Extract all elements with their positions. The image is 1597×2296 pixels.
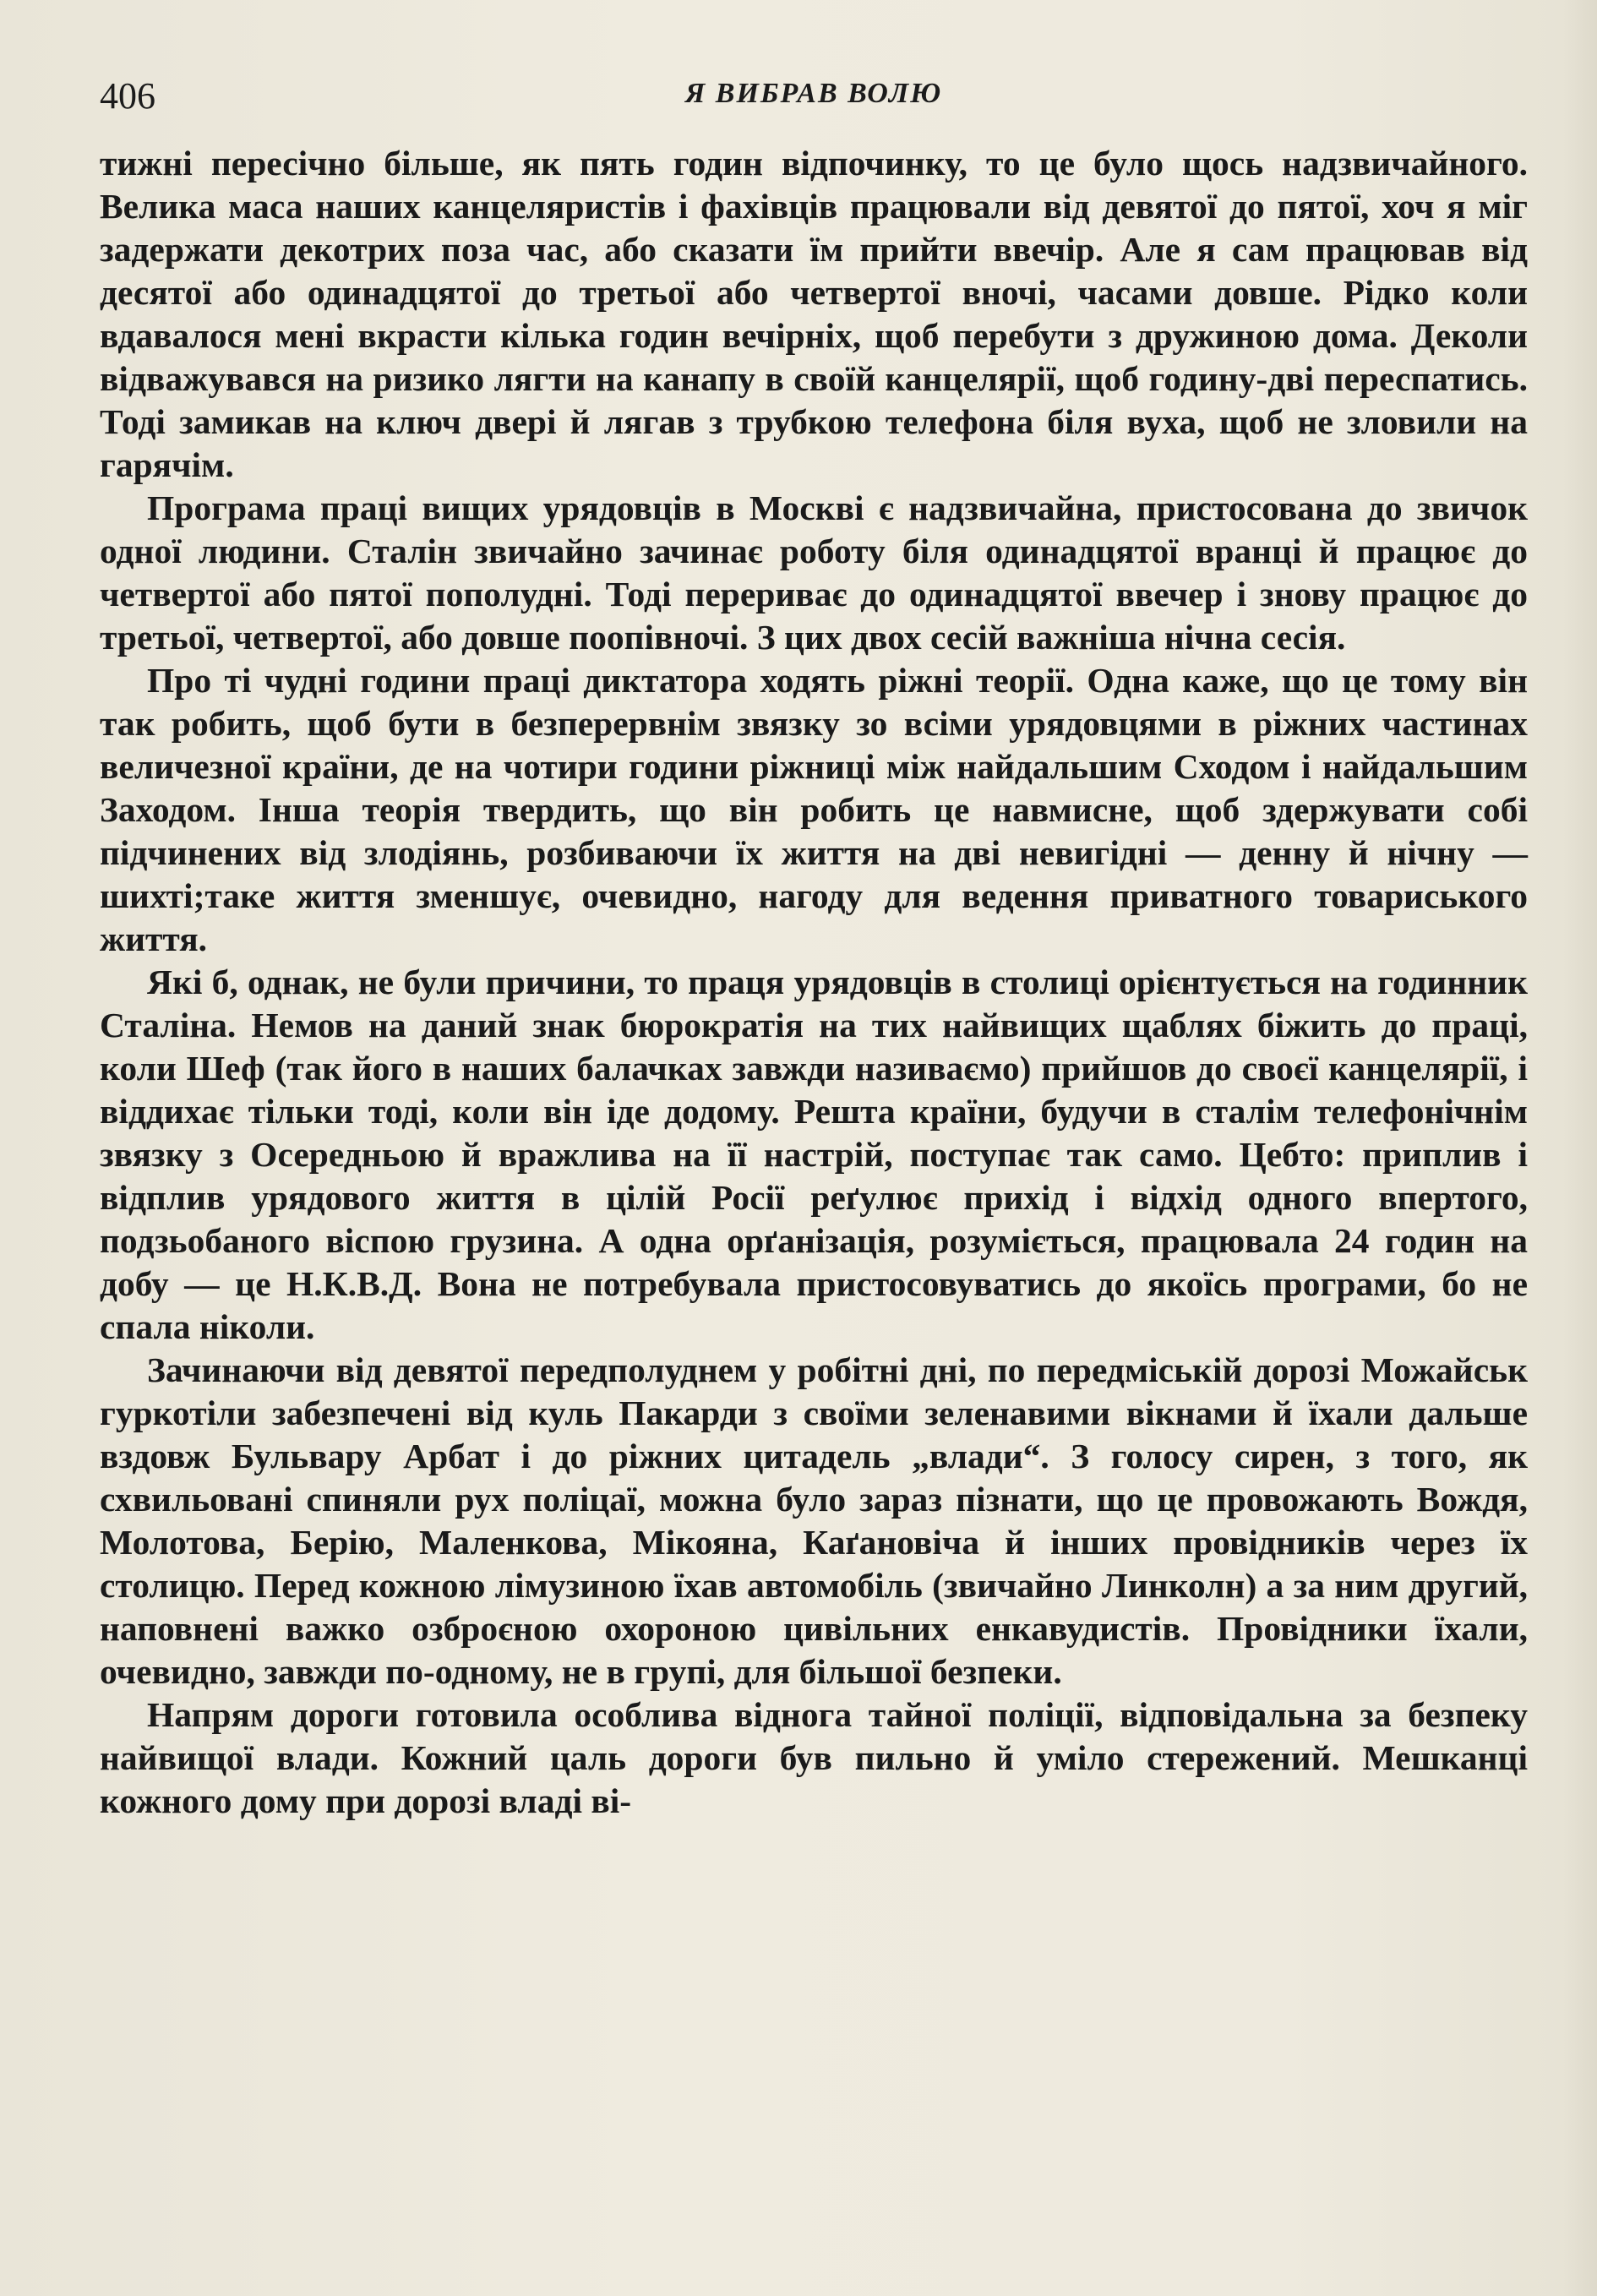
paragraph: Які б, однак, не були причини, то праця урядовців в столиці орієнтується на годинник Сталіна. Немов на даний знак бюрократія на тих найвищих щаблях біжить до праці, коли Шеф (так його в наших балачках завжди називаємо) прийшов до своєї канцелярії, і віддихає тільки тоді, коли він іде додому. Решта країни, будучи в сталім телефонічнім звязку з Осередньою й вражлива на її настрій, поступає так само. Цебто: приплив і відплив урядового життя в цілій Росії реґулює прихід і відхід одного впертого, подзьобаного віспою грузина. А одна орґанізація, розуміється, працювала 24 годин на добу — це Н.К.В.Д. Вона не потребувала пристосовуватись до якоїсь програми, бо не спала ніколи.	[100, 963, 1528, 1346]
page-edge-shadow	[1563, 0, 1597, 2296]
paragraph: Про ті чудні години праці диктатора ходять ріжні теорії. Одна каже, що це тому він так робить, щоб бути в безперервнім звязку зо всіми урядовцями в ріжних частинах величезної країни, де на чотири години ріжниці між найдальшим Сходом і найдальшим Заходом. Інша теорія твердить, що він робить це навмисне, щоб здержувати собі підчинених від злодіянь, розбиваючи їх життя на дві невигідні — денну й нічну — шихті;таке життя зменшує, очевидно, нагоду для ведення приватного товариського життя.	[100, 661, 1528, 958]
paragraph: тижні пересічно більше, як пять годин відпочинку, то це було щось надзвичайного. Велика маса наших канцеляристів і фахівців працювали від девятої до пятої, хоч я міг задержати декотрих поза час, або сказати їм прийти ввечір. Але я сам працював від десятої або одинадцятої до третьої або четвертої вночі, часами довше. Рідко коли вдавалося мені вкрасти кілька годин вечірніх, щоб перебути з дружиною дома. Деколи відважувався на ризико лягти на канапу в своїй канцелярії, щоб годину-дві переспатись. Тоді замикав на ключ двері й лягав з трубкою телефона біля вуха, щоб не зловили на гарячім.	[100, 144, 1528, 484]
page-header	[100, 74, 1528, 125]
paragraph: Програма праці вищих урядовців в Москві є надзвичайна, пристосована до звичок одної людини. Сталін звичайно зачинає роботу біля одинадцятої вранці й працює до четвертої або пятої пополудні. Тоді перериває до одинадцятої ввечер і знову працює до третьої, четвертої, або довше поопівночі. З цих двох сесій важніша нічна сесія.	[100, 488, 1528, 657]
body-text	[100, 142, 1528, 1823]
page-number: 406	[100, 75, 155, 117]
running-title: Я ВИБРАВ ВОЛЮ	[684, 78, 943, 109]
paragraph: Напрям дороги готовила особлива віднога тайної поліції, відповідальна за безпеку найвищої влади. Кожний цаль дороги був пильно й уміло стережений. Мешканці кожного дому при дорозі владі ві-	[100, 1695, 1528, 1820]
paragraph: Зачинаючи від девятої передполуднем у робітні дні, по передміській дорозі Можайськ гуркотіли забезпечені від куль Пакарди з своїми зеленавими вікнами й їхали дальше вздовж Бульвару Арбат і до ріжних цитадель „влади“. З голосу сирен, з того, як схвильовані спиняли рух поліцаї, можна було зараз пізнати, що це провожають Вождя, Молотова, Берію, Маленкова, Мікояна, Каґановіча й інших провідників через їх столицю. Перед кожною лімузиною їхав автомобіль (звичайно Линколн) а за ним другий, наповнені важко озброєною охороною цивільних енкавудистів. Провідники їхали, очевидно, завжди по-одному, не в групі, для більшої безпеки.	[100, 1350, 1528, 1691]
